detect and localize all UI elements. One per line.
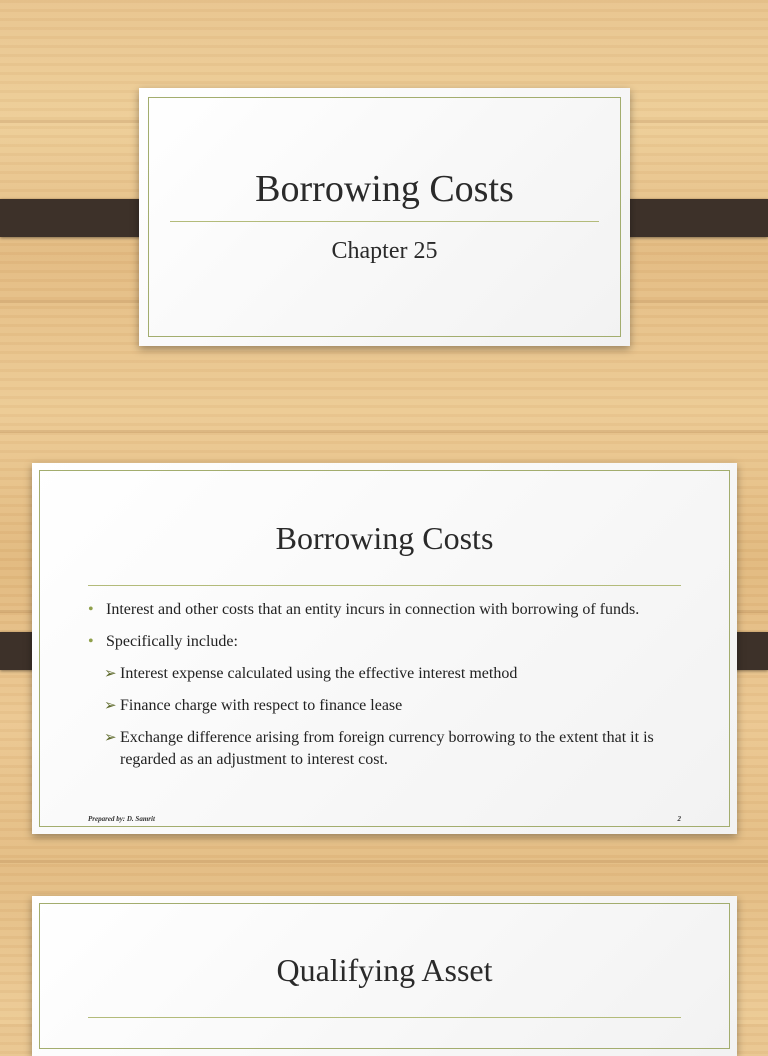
list-item xyxy=(88,663,688,685)
slide-2-page-number: 2 xyxy=(677,815,681,823)
slide-1 xyxy=(139,88,630,346)
slide-1-title: Borrowing Costs xyxy=(255,168,514,210)
wood-grain-line xyxy=(0,860,768,863)
bullet-text: Specifically include: xyxy=(106,633,238,650)
bullet-text: Interest and other costs that an entity incurs in connection with borrowing of funds. xyxy=(106,601,640,618)
wood-grain-line xyxy=(0,430,768,433)
slide-3-title-rule xyxy=(88,1017,681,1018)
arrow-bullet-icon: ➢ xyxy=(104,666,117,682)
slide-2 xyxy=(32,463,737,834)
slide-2-footer-author: Prepared by: D. Samrit xyxy=(88,815,155,823)
bullet-dot-icon: • xyxy=(88,633,94,650)
slide1-strap-right xyxy=(613,199,768,237)
list-item xyxy=(88,727,688,771)
slide-3-title: Qualifying Asset xyxy=(276,952,493,988)
arrow-bullet-icon: ➢ xyxy=(104,730,117,746)
list-item xyxy=(88,695,688,717)
bullet-dot-icon: • xyxy=(88,601,94,618)
slide-2-bullet-list xyxy=(88,599,688,781)
slide-1-subtitle: Chapter 25 xyxy=(331,238,438,264)
slide1-strap-left xyxy=(0,199,155,237)
slide-3 xyxy=(32,896,737,1056)
list-item xyxy=(88,631,688,653)
arrow-bullet-icon: ➢ xyxy=(104,698,117,714)
bullet-text: Finance charge with respect to finance lease xyxy=(120,697,403,714)
list-item xyxy=(88,599,688,621)
bullet-text: Exchange difference arising from foreign currency borrowing to the extent that it is regarded as an adjustment to interest cost. xyxy=(120,729,654,768)
slide-2-title: Borrowing Costs xyxy=(275,520,494,556)
bullet-text: Interest expense calculated using the effective interest method xyxy=(120,665,518,682)
slide-1-border xyxy=(148,97,621,337)
slide-2-title-rule xyxy=(88,585,681,586)
slide-1-title-rule xyxy=(170,221,599,222)
